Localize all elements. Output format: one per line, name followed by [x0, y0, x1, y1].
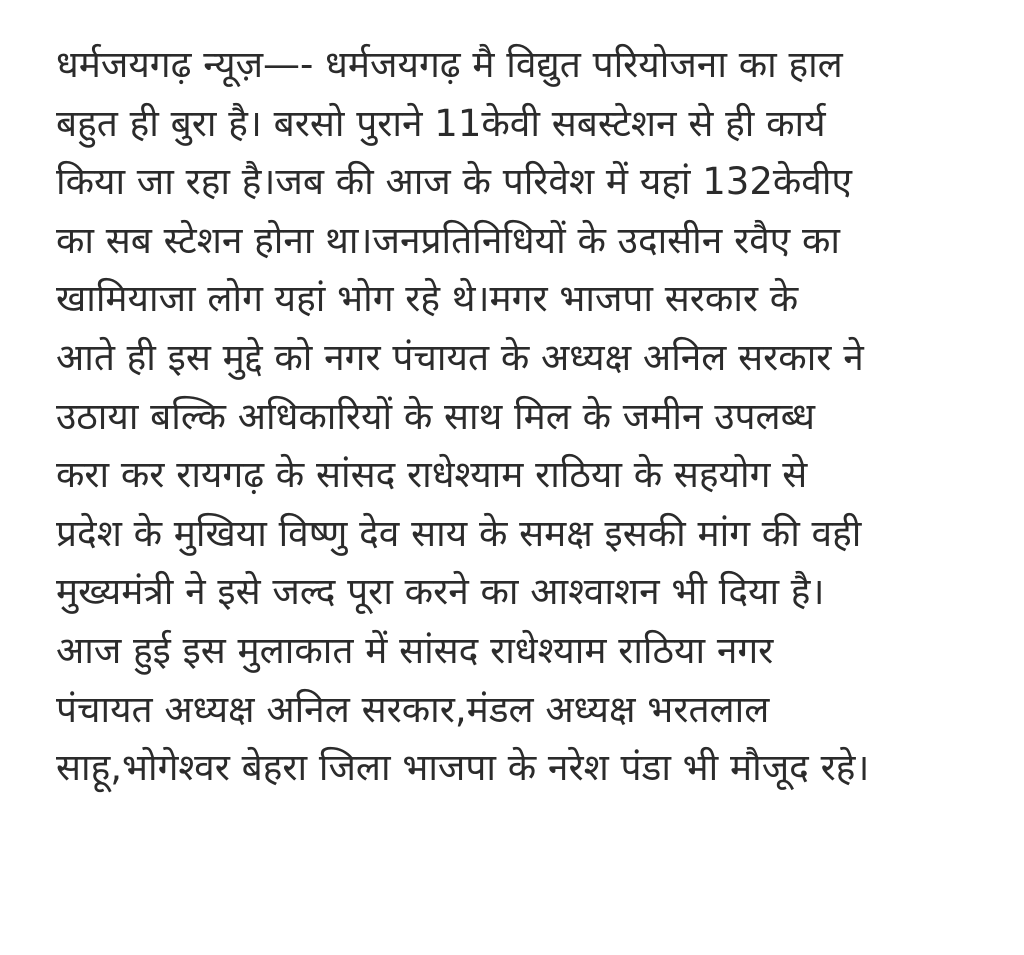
article-line-12: पंचायत अध्यक्ष अनिल सरकार,मंडल अध्यक्ष भरतलाल — [56, 687, 770, 731]
article-line-10: मुख्यमंत्री ने इसे जल्द पूरा करने का आश्वाशन भी दिया है। — [56, 570, 825, 614]
article-line-3: किया जा रहा है।जब की आज के परिवेश में यहां 132केवीए — [56, 160, 852, 204]
article-line-13: साहू,भोगेश्वर बेहरा जिला भाजपा के नरेश पंडा भी मौजूद रहे। — [56, 746, 870, 790]
article-line-5: खामियाजा लोग यहां भोग रहे थे।मगर भाजपा सरकार के — [56, 277, 799, 321]
article-line-11: आज हुई इस मुलाकात में सांसद राधेश्याम राठिया नगर — [56, 628, 774, 672]
article-line-6: आते ही इस मुद्दे को नगर पंचायत के अध्यक्ष अनिल सरकार ने — [56, 335, 864, 379]
article-line-9: प्रदेश के मुखिया विष्णु देव साय के समक्ष इसकी मांग की वही — [56, 511, 862, 555]
article-line-8: करा कर रायगढ़ के सांसद राधेश्याम राठिया के सहयोग से — [56, 453, 808, 497]
article-body — [56, 36, 1016, 798]
article-line-1: धर्मजयगढ़ न्यूज़—- धर्मजयगढ़ मै विद्युत परियोजना का हाल — [56, 43, 843, 86]
article-line-7: उठाया बल्कि अधिकारियों के साथ मिल के जमीन उपलब्ध — [56, 394, 815, 438]
article-line-4: का सब स्टेशन होना था।जनप्रतिनिधियों के उदासीन रवैए का — [56, 218, 840, 262]
article-line-2: बहुत ही बुरा है। बरसो पुराने 11केवी सबस्टेशन से ही कार्य — [56, 101, 826, 145]
